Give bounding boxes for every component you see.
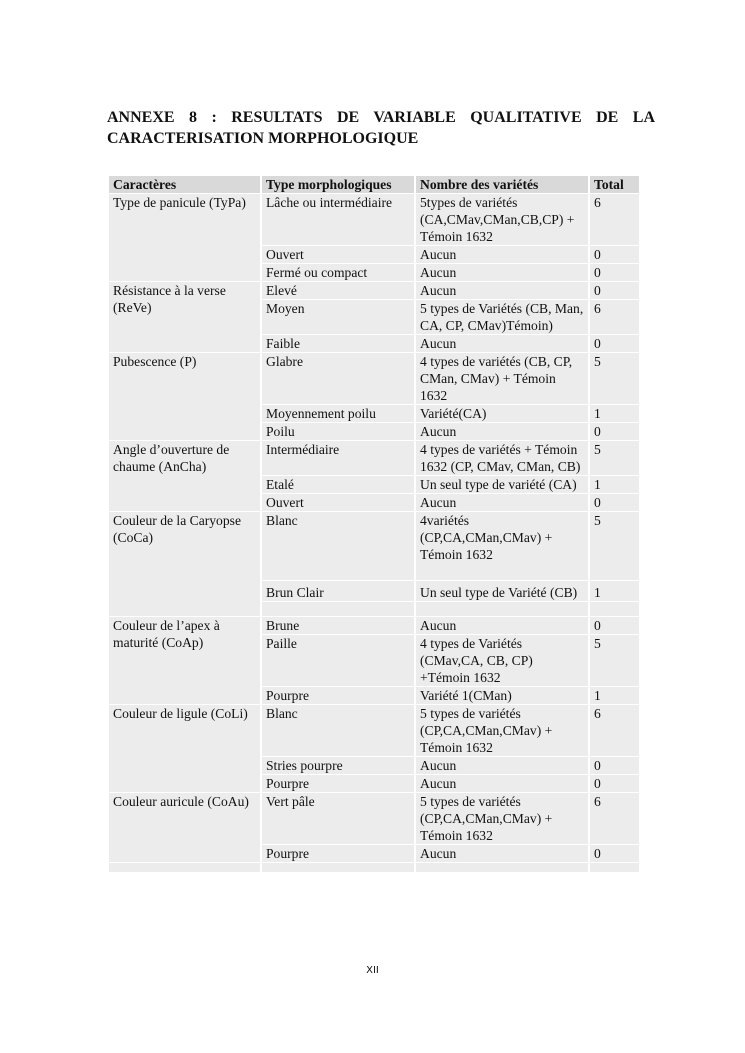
type-cell: Pourpre bbox=[262, 845, 414, 862]
type-cell: Elevé bbox=[262, 282, 414, 299]
total-cell: 0 bbox=[590, 757, 639, 774]
header-caracteres: Caractères bbox=[109, 176, 260, 193]
total-cell: 0 bbox=[590, 264, 639, 281]
total-cell: 1 bbox=[590, 476, 639, 493]
nombre-cell: 5 types de Variétés (CB, Man, CA, CP, CMav)Témoin) bbox=[416, 300, 588, 334]
caractere-cell: Angle d’ouverture de chaume (AnCha) bbox=[109, 441, 260, 511]
caractere-cell: Résistance à la verse (ReVe) bbox=[109, 282, 260, 352]
type-cell: Moyen bbox=[262, 300, 414, 334]
total-cell: 6 bbox=[590, 705, 639, 756]
nombre-cell: Aucun bbox=[416, 423, 588, 440]
nombre-cell: Aucun bbox=[416, 845, 588, 862]
total-cell: 6 bbox=[590, 300, 639, 334]
document-title bbox=[107, 107, 655, 149]
type-cell: Brune bbox=[262, 617, 414, 634]
type-cell: Fermé ou compact bbox=[262, 264, 414, 281]
type-cell: Etalé bbox=[262, 476, 414, 493]
empty-row bbox=[109, 863, 639, 872]
nombre-cell: 4variétés (CP,CA,CMan,CMav) + Témoin 1632 bbox=[416, 512, 588, 580]
header-type: Type morphologiques bbox=[262, 176, 414, 193]
type-cell: Pourpre bbox=[262, 687, 414, 704]
nombre-cell: Aucun bbox=[416, 757, 588, 774]
type-cell: Glabre bbox=[262, 353, 414, 404]
total-cell: 1 bbox=[590, 405, 639, 422]
header-row bbox=[109, 176, 639, 193]
empty-cell bbox=[416, 863, 588, 872]
type-cell: Ouvert bbox=[262, 246, 414, 263]
table-row bbox=[109, 353, 639, 404]
nombre-cell: Aucun bbox=[416, 617, 588, 634]
type-cell: Moyennement poilu bbox=[262, 405, 414, 422]
type-cell: Paille bbox=[262, 635, 414, 686]
total-cell: 0 bbox=[590, 775, 639, 792]
type-cell: Ouvert bbox=[262, 494, 414, 511]
total-cell: 0 bbox=[590, 423, 639, 440]
caractere-cell: Couleur auricule (CoAu) bbox=[109, 793, 260, 862]
header-nombre: Nombre des variétés bbox=[416, 176, 588, 193]
type-cell: Blanc bbox=[262, 705, 414, 756]
type-cell: Poilu bbox=[262, 423, 414, 440]
total-cell: 0 bbox=[590, 282, 639, 299]
total-cell: 0 bbox=[590, 335, 639, 352]
total-cell: 0 bbox=[590, 845, 639, 862]
total-cell: 0 bbox=[590, 246, 639, 263]
results-table bbox=[107, 175, 641, 873]
type-cell: Lâche ou intermédiaire bbox=[262, 194, 414, 245]
empty-cell bbox=[262, 863, 414, 872]
caractere-cell: Couleur de la Caryopse (CoCa) bbox=[109, 512, 260, 616]
type-cell: Vert pâle bbox=[262, 793, 414, 844]
total-cell: 5 bbox=[590, 635, 639, 686]
nombre-cell: 4 types de variétés + Témoin 1632 (CP, CMav, CMan, CB) bbox=[416, 441, 588, 475]
total-cell: 6 bbox=[590, 194, 639, 245]
type-cell: Brun Clair bbox=[262, 581, 414, 601]
page-number: XII bbox=[366, 965, 379, 976]
empty-cell bbox=[590, 863, 639, 872]
nombre-cell: Un seul type de Variété (CB) bbox=[416, 581, 588, 601]
caractere-cell: Type de panicule (TyPa) bbox=[109, 194, 260, 281]
nombre-cell: Aucun bbox=[416, 282, 588, 299]
nombre-cell: Un seul type de variété (CA) bbox=[416, 476, 588, 493]
nombre-cell: Aucun bbox=[416, 264, 588, 281]
nombre-cell: 5types de variétés (CA,CMav,CMan,CB,CP) + Témoin 1632 bbox=[416, 194, 588, 245]
empty-cell bbox=[590, 602, 639, 616]
nombre-cell: Aucun bbox=[416, 335, 588, 352]
total-cell: 0 bbox=[590, 617, 639, 634]
nombre-cell: 4 types de variétés (CB, CP, CMan, CMav) + Témoin 1632 bbox=[416, 353, 588, 404]
nombre-cell: Variété(CA) bbox=[416, 405, 588, 422]
nombre-cell: 5 types de variétés (CP,CA,CMan,CMav) + Témoin 1632 bbox=[416, 705, 588, 756]
nombre-cell: Variété 1(CMan) bbox=[416, 687, 588, 704]
table-row bbox=[109, 793, 639, 844]
total-cell: 0 bbox=[590, 494, 639, 511]
total-cell: 1 bbox=[590, 687, 639, 704]
empty-cell bbox=[262, 602, 414, 616]
total-cell: 5 bbox=[590, 353, 639, 404]
type-cell: Faible bbox=[262, 335, 414, 352]
type-cell: Intermédiaire bbox=[262, 441, 414, 475]
header-total: Total bbox=[590, 176, 639, 193]
table-row bbox=[109, 705, 639, 756]
type-cell: Stries pourpre bbox=[262, 757, 414, 774]
nombre-cell: 4 types de Variétés (CMav,CA, CB, CP) +Témoin 1632 bbox=[416, 635, 588, 686]
title-line-2: CARACTERISATION MORPHOLOGIQUE bbox=[107, 130, 419, 147]
table-row bbox=[109, 441, 639, 475]
total-cell: 5 bbox=[590, 441, 639, 475]
empty-cell bbox=[416, 602, 588, 616]
nombre-cell: Aucun bbox=[416, 775, 588, 792]
type-cell: Blanc bbox=[262, 512, 414, 580]
nombre-cell: 5 types de variétés (CP,CA,CMan,CMav) + Témoin 1632 bbox=[416, 793, 588, 844]
caractere-cell: Couleur de l’apex à maturité (CoAp) bbox=[109, 617, 260, 704]
title-line-1: ANNEXE 8 : RESULTATS DE VARIABLE QUALITATIVE DE LA bbox=[107, 109, 655, 126]
type-cell: Pourpre bbox=[262, 775, 414, 792]
total-cell: 5 bbox=[590, 512, 639, 580]
empty-cell bbox=[109, 863, 260, 872]
table-row bbox=[109, 617, 639, 634]
nombre-cell: Aucun bbox=[416, 494, 588, 511]
total-cell: 1 bbox=[590, 581, 639, 601]
caractere-cell: Pubescence (P) bbox=[109, 353, 260, 440]
caractere-cell: Couleur de ligule (CoLi) bbox=[109, 705, 260, 792]
total-cell: 6 bbox=[590, 793, 639, 844]
nombre-cell: Aucun bbox=[416, 246, 588, 263]
table-row bbox=[109, 282, 639, 299]
table-row bbox=[109, 194, 639, 245]
table-row bbox=[109, 512, 639, 580]
